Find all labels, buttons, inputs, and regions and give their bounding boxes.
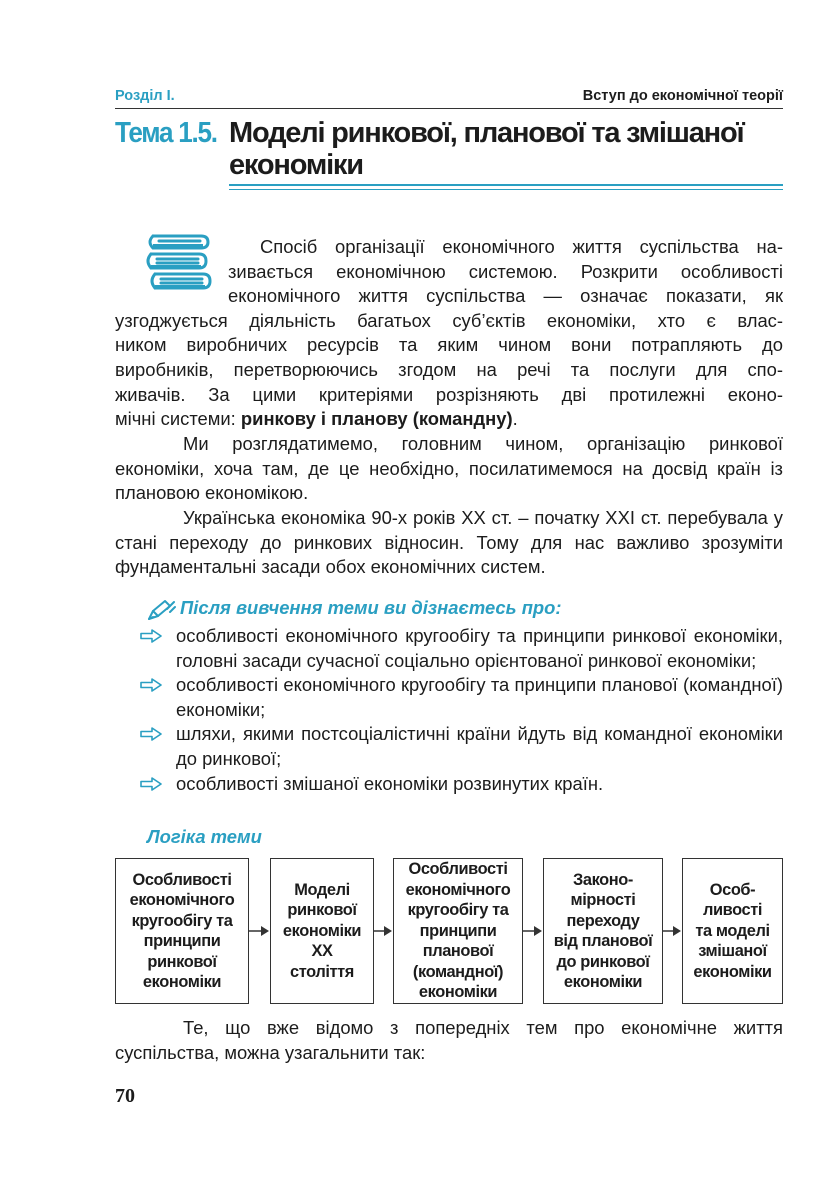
topic-number: Тема 1.5.	[115, 117, 217, 149]
learn-list	[140, 624, 783, 796]
intro-bold-term: ринкову і планову (командну)	[240, 408, 513, 430]
title-rule-thin	[229, 189, 783, 190]
flow-box-market-economy: Особливості економічного кругообігу та принципи ринкової економіки	[115, 858, 249, 1004]
intro-line: економічного життя суспільства — означає показати, як	[228, 285, 783, 307]
arrow-icon	[140, 727, 162, 741]
topic-title	[229, 117, 789, 181]
arrow-icon	[140, 629, 162, 643]
page-number: 70	[115, 1085, 135, 1107]
intro-line: зивається економічною системою. Розкрити особливості	[228, 260, 783, 282]
title-rule-thick	[229, 184, 783, 186]
header-rule	[115, 108, 783, 109]
flow-box-mixed-economy: Особ- ливості та моделі змішаної економіки	[682, 858, 783, 1004]
body-paragraph: Ми розглядатимемо, головним чином, організацію ринкової економіки, хоча там, де це необхідно, посилатимемося на досвід країн із плановою економікою.	[115, 433, 783, 504]
topic-title-line-1: Моделі ринкової, планової та змішаної	[229, 117, 744, 149]
pen-icon	[146, 598, 176, 622]
list-item: особливості економічного кругообігу та принципи планової (командної) економіки;	[140, 673, 783, 722]
body-paragraph: Українська економіка 90-х років XX ст. – початку XXI ст. перебувала у стані переходу до ринкових відносин. Тому для нас важливо зрозуміти фундаментальні засади обох економічних систем.	[115, 507, 783, 578]
intro-line: узгоджується діяльність багатьох суб’єктів економіки, хто є влас-	[115, 309, 783, 331]
intro-line: ником виробничих ресурсів та яким чином вони потрапляють до	[115, 334, 783, 356]
flow-box-transition: Законо- мірності переходу від планової до ринкової економіки	[543, 858, 663, 1004]
flow-arrow-icon	[523, 924, 543, 938]
logic-heading: Логіка теми	[147, 826, 262, 847]
running-header-book-title: Вступ до економічної теорії	[582, 88, 783, 104]
topic-title-line-2: економіки	[229, 149, 363, 181]
closing-paragraph: Те, що вже відомо з попередніх тем про економічне життя суспільства, можна узагальнити так:	[115, 1017, 783, 1063]
list-item: особливості економічного кругообігу та принципи ринкової економіки, головні засади сучасної соціально орієнтованої ринкової економіки;	[140, 624, 783, 673]
intro-line: виробників, перетворюючись згодом на речі та послуги для спо-	[115, 358, 783, 380]
intro-line: живачів. За цими критеріями розрізняють дві протилежні еконо-	[115, 383, 783, 405]
intro-paragraph	[115, 235, 783, 432]
learn-heading: Після вивчення теми ви дізнаєтесь про:	[180, 597, 562, 618]
intro-line-last: мічні системи: ринкову і планову (командну).	[115, 408, 518, 430]
flow-arrow-icon	[663, 924, 682, 938]
arrow-icon	[140, 678, 162, 692]
intro-line: Спосіб організації економічного життя суспільства на-	[260, 236, 783, 257]
flow-arrow-icon	[374, 924, 393, 938]
flow-arrow-icon	[249, 924, 270, 938]
list-item: шляхи, якими постсоціалістичні країни йдуть від командної економіки до ринкової;	[140, 722, 783, 771]
flow-box-market-models: Моделі ринкової економіки XX століття	[270, 858, 374, 1004]
arrow-icon	[140, 777, 162, 791]
flow-box-planned-economy: Особливості економічного кругообігу та принципи планової (командної) економіки	[393, 858, 523, 1004]
running-header-section: Розділ I.	[115, 88, 175, 104]
list-item: особливості змішаної економіки розвинутих країн.	[140, 772, 783, 797]
